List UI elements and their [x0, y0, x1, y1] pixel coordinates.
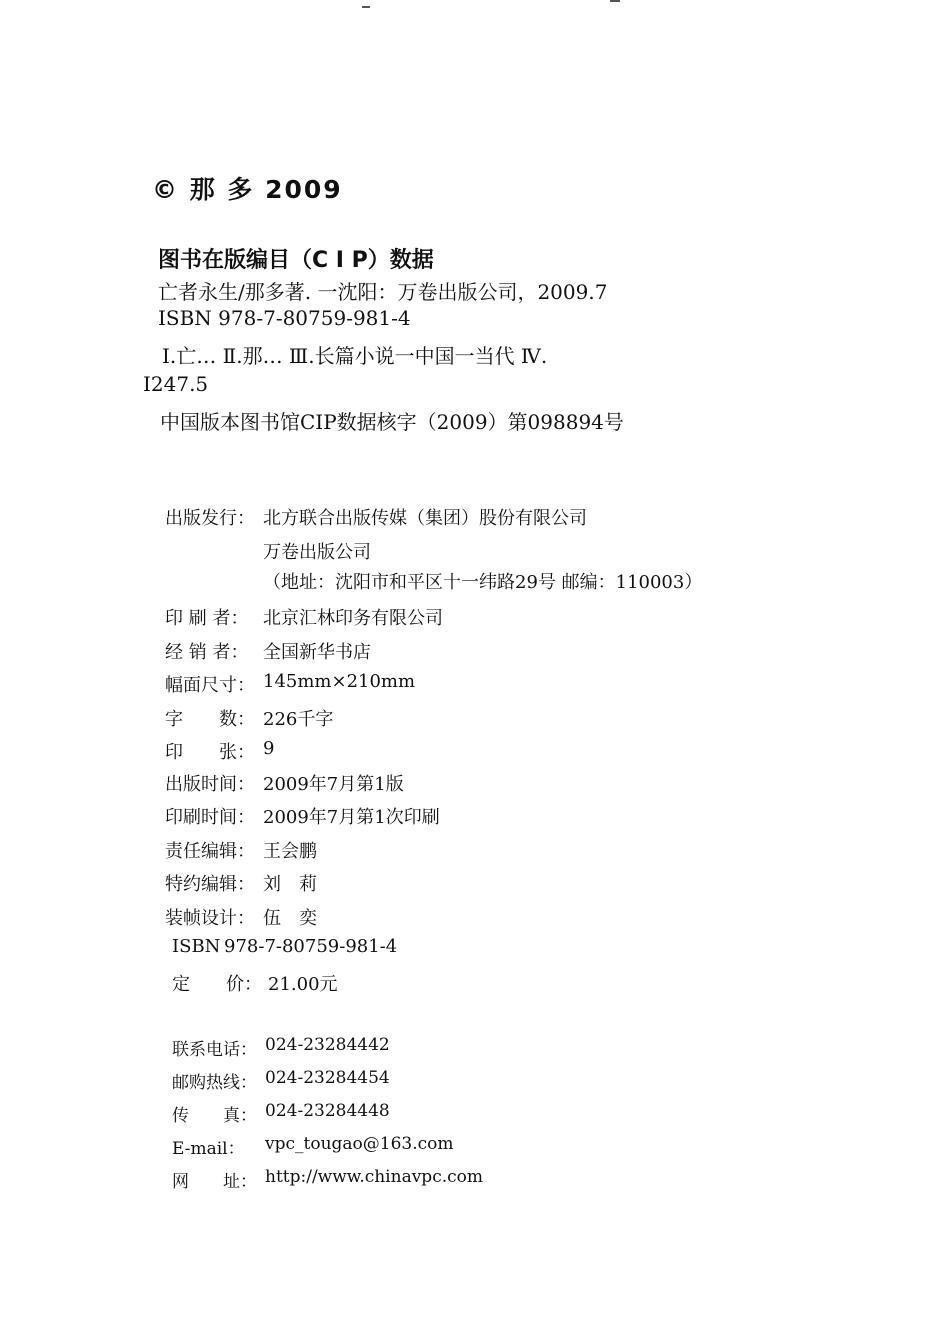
scan-speck	[362, 6, 370, 8]
detail-row-publish-date	[165, 770, 404, 796]
detail-label: 印 刷 者：	[165, 608, 249, 629]
contact-label: 网 址：	[172, 1172, 257, 1192]
detail-row-sheets	[165, 738, 274, 764]
publisher-row	[165, 504, 587, 530]
publisher-imprint: 万卷出版公司	[263, 542, 371, 563]
contact-value: 024-23284454	[265, 1068, 390, 1088]
detail-value: 2009年7月第1版	[263, 774, 404, 795]
detail-value: 9	[263, 738, 275, 759]
contact-row-website	[172, 1167, 483, 1192]
contact-label: E-mail：	[172, 1139, 245, 1159]
detail-label: 字 数：	[165, 709, 255, 730]
publisher-address: （地址：沈阳市和平区十一纬路29号 邮编：110003）	[263, 572, 703, 593]
contact-value: 024-23284442	[265, 1035, 390, 1055]
detail-label: 幅面尺寸：	[165, 675, 255, 696]
contact-label: 联系电话：	[172, 1040, 257, 1060]
detail-value: 145mm×210mm	[263, 671, 416, 692]
contact-email-link[interactable]: vpc_tougao@163.com	[265, 1134, 454, 1154]
publisher-name: 北方联合出版传媒（集团）股份有限公司	[263, 508, 587, 529]
detail-row-format	[165, 671, 415, 697]
detail-value: 978-7-80759-981-4	[224, 936, 398, 957]
detail-row-wordcount	[165, 705, 333, 731]
detail-row-isbn	[172, 936, 397, 957]
detail-value: 226千字	[263, 709, 334, 730]
detail-value: 21.00元	[268, 974, 338, 995]
contact-row-fax	[172, 1101, 390, 1126]
detail-value: 伍 奕	[263, 908, 317, 929]
detail-value: 刘 莉	[263, 874, 317, 895]
cip-line-isbn: ISBN 978-7-80759-981-4	[158, 306, 411, 330]
detail-value: 王会鹏	[263, 841, 317, 862]
contact-label: 邮购热线：	[172, 1073, 257, 1093]
detail-row-designer	[165, 904, 317, 930]
cip-line-record-number: 中国版本图书馆CIP数据核字（2009）第098894号	[160, 410, 624, 434]
detail-value: 北京汇林印务有限公司	[263, 608, 443, 629]
contact-row-phone	[172, 1035, 390, 1060]
detail-label: 装帧设计：	[165, 908, 255, 929]
cip-line-class-number: I247.5	[143, 372, 209, 396]
detail-label: 定 价：	[172, 974, 262, 995]
copyright-line: © 那 多 2009	[152, 175, 343, 204]
detail-label: 印 张：	[165, 742, 255, 763]
detail-value: 2009年7月第1次印刷	[263, 807, 440, 828]
publisher-label: 出版发行：	[165, 508, 255, 529]
detail-row-special-editor	[165, 870, 317, 896]
contact-value: 024-23284448	[265, 1101, 390, 1121]
detail-value: 全国新华书店	[263, 642, 371, 663]
contact-row-mail-order	[172, 1068, 390, 1093]
detail-row-editor	[165, 837, 317, 863]
detail-row-printer	[165, 604, 443, 630]
detail-label: ISBN	[172, 936, 221, 957]
contact-website-link[interactable]: http://www.chinavpc.com	[265, 1167, 483, 1187]
detail-label: 责任编辑：	[165, 841, 255, 862]
scan-speck	[610, 0, 620, 2]
detail-label: 特约编辑：	[165, 874, 255, 895]
detail-label: 经 销 者：	[165, 642, 249, 663]
contact-label: 传 真：	[172, 1106, 257, 1126]
detail-row-distributor	[165, 638, 371, 664]
detail-label: 出版时间：	[165, 774, 255, 795]
cip-line-title-author: 亡者永生/那多著. 一沈阳：万卷出版公司，2009.7	[158, 280, 608, 304]
detail-label: 印刷时间：	[165, 807, 255, 828]
cip-title: 图书在版编目（C I P）数据	[158, 248, 434, 273]
cip-line-classification: Ⅰ.亡… Ⅱ.那… Ⅲ.长篇小说一中国一当代 Ⅳ.	[162, 344, 548, 368]
detail-row-print-date	[165, 803, 440, 829]
contact-row-email	[172, 1134, 454, 1159]
detail-row-price	[172, 970, 338, 996]
